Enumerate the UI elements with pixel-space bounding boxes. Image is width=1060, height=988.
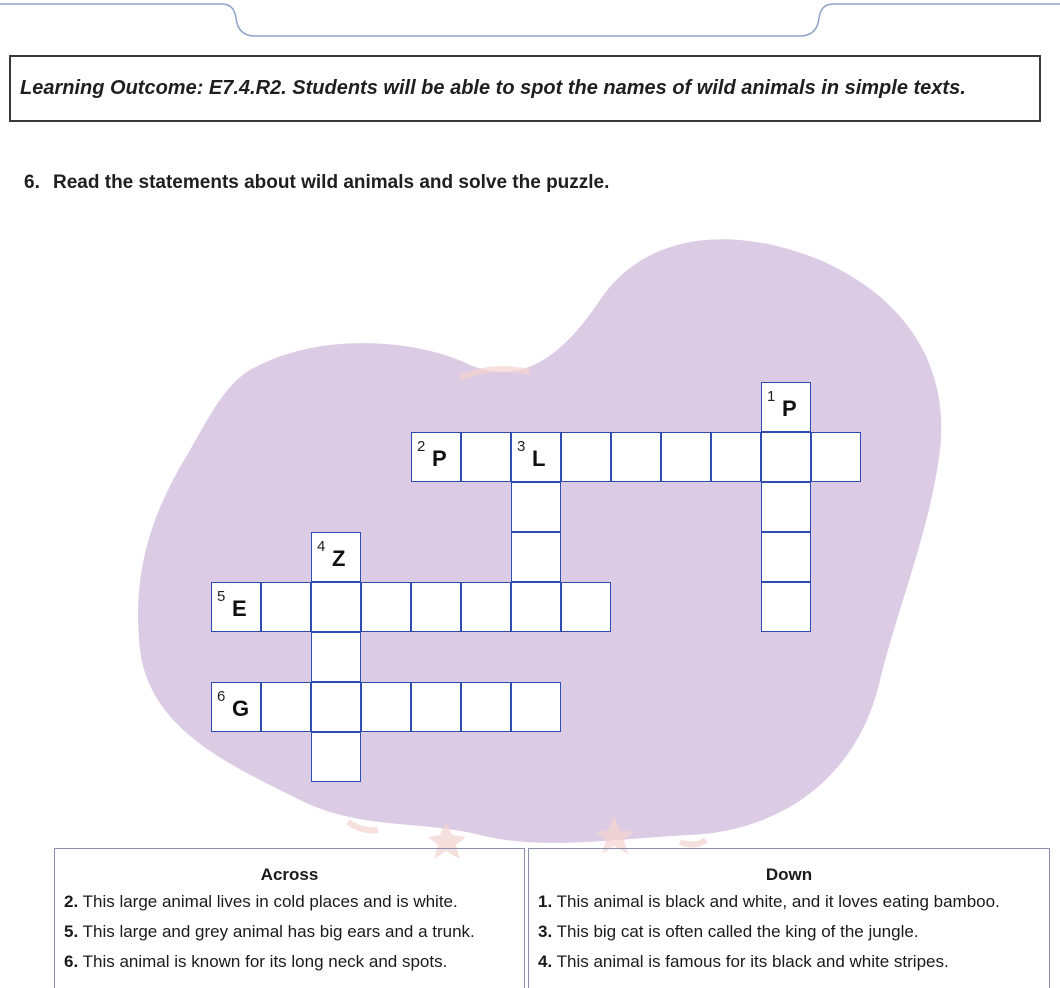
across-clue-6: [55, 947, 524, 977]
crossword-cell[interactable]: [461, 432, 511, 482]
crossword-cell[interactable]: [511, 582, 561, 632]
crossword-cell[interactable]: [311, 682, 361, 732]
given-letter: Z: [332, 546, 346, 571]
crossword-cell[interactable]: [711, 432, 761, 482]
across-clue-2: [55, 887, 524, 917]
crossword-cell[interactable]: [511, 482, 561, 532]
crossword-cell[interactable]: [311, 632, 361, 682]
clue-text: This animal is known for its long neck and spots.: [82, 952, 448, 971]
clue-text: This big cat is often called the king of the jungle.: [556, 922, 919, 941]
crossword-cell[interactable]: [461, 582, 511, 632]
clue-text: This large animal lives in cold places and is white.: [82, 892, 458, 911]
crossword-cell[interactable]: [761, 432, 811, 482]
clue-number-3: 3: [517, 438, 526, 455]
crossword-cell[interactable]: [811, 432, 861, 482]
clue-num-label: 4.: [538, 952, 553, 971]
down-clues-panel: [528, 848, 1050, 988]
crossword-cell[interactable]: [311, 582, 361, 632]
clue-num-label: 1.: [538, 892, 553, 911]
crossword-cell[interactable]: [561, 582, 611, 632]
across-clue-5: [55, 917, 524, 947]
clue-text: This large and grey animal has big ears and a trunk.: [82, 922, 475, 941]
crossword-cell-1-down-start[interactable]: [761, 382, 811, 432]
crossword-cell[interactable]: [411, 582, 461, 632]
given-letter: E: [232, 596, 247, 621]
crossword-cell[interactable]: [411, 682, 461, 732]
crossword-cell[interactable]: [561, 432, 611, 482]
clue-number-6: 6: [217, 688, 226, 705]
clue-num-label: 6.: [64, 952, 79, 971]
across-title: Across: [260, 865, 319, 884]
crossword-cell-2-across-start[interactable]: [411, 432, 461, 482]
crossword-cell[interactable]: [361, 582, 411, 632]
crossword-cell[interactable]: [761, 532, 811, 582]
crossword-cell[interactable]: [511, 682, 561, 732]
crossword-cell-6-across-start[interactable]: [211, 682, 261, 732]
crossword-cell[interactable]: [461, 682, 511, 732]
crossword-cell-4-down-start[interactable]: [311, 532, 361, 582]
given-letter: G: [232, 696, 250, 721]
down-clue-3: [529, 917, 1049, 947]
question-text: Read the statements about wild animals and solve the puzzle.: [53, 172, 610, 193]
crossword-cell[interactable]: [361, 682, 411, 732]
across-clues-panel: [54, 848, 525, 988]
given-letter: P: [782, 396, 797, 421]
down-clue-1: [529, 887, 1049, 917]
question-number: 6.: [24, 172, 40, 193]
clue-number-2: 2: [417, 438, 426, 455]
crossword-cell[interactable]: [261, 682, 311, 732]
given-letter: P: [432, 446, 447, 471]
crossword-cell[interactable]: [261, 582, 311, 632]
crossword-cell[interactable]: [611, 432, 661, 482]
down-title: Down: [765, 865, 813, 884]
crossword-cell[interactable]: [311, 732, 361, 782]
clue-number-5: 5: [217, 588, 226, 605]
crossword-cell[interactable]: [761, 482, 811, 532]
crossword-cell[interactable]: [511, 532, 561, 582]
clue-text: This animal is black and white, and it loves eating bamboo.: [556, 892, 1000, 911]
crossword-cell-3-down-start[interactable]: [511, 432, 561, 482]
crossword-cell[interactable]: [761, 582, 811, 632]
clue-num-label: 3.: [538, 922, 553, 941]
down-clue-4: [529, 947, 1049, 977]
clue-num-label: 2.: [64, 892, 79, 911]
clue-text: This animal is famous for its black and white stripes.: [556, 952, 949, 971]
crossword-cell[interactable]: [661, 432, 711, 482]
crossword-cell-5-across-start[interactable]: [211, 582, 261, 632]
clue-number-1: 1: [767, 388, 776, 405]
clue-num-label: 5.: [64, 922, 79, 941]
given-letter: L: [532, 446, 546, 471]
learning-outcome-text: Learning Outcome: E7.4.R2. Students will be able to spot the names of wild animals in simple texts.: [20, 77, 966, 99]
clue-number-4: 4: [317, 538, 326, 555]
